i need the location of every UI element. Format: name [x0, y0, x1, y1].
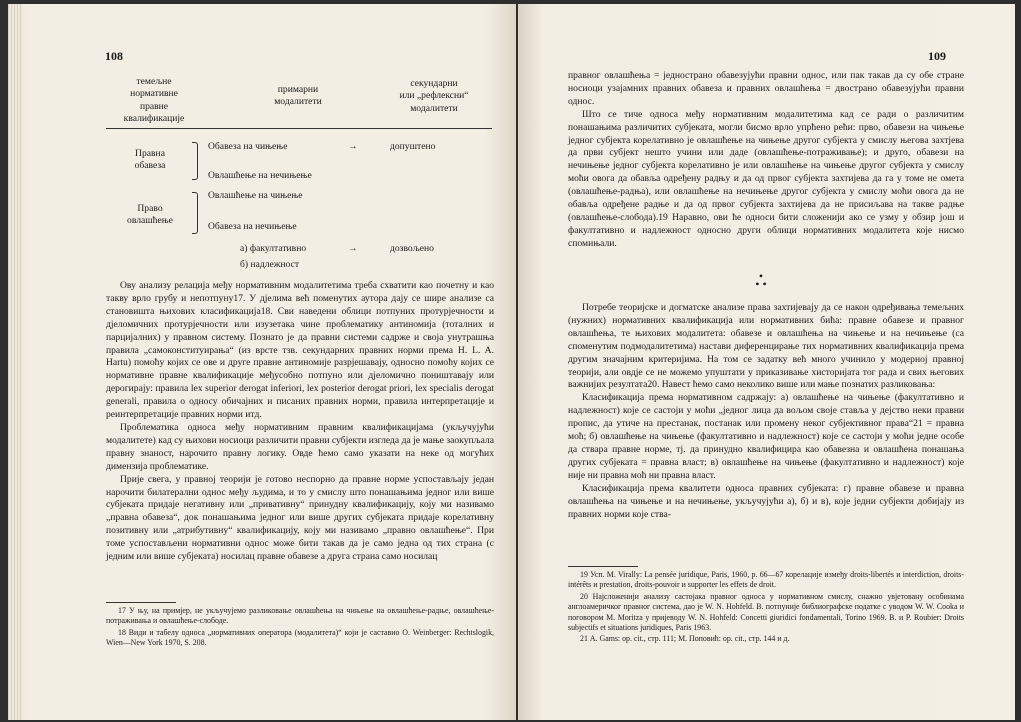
arrow-icon: → [348, 141, 358, 152]
table-header-primary: примарни модалитети [274, 84, 322, 108]
brace [192, 192, 198, 234]
table-row: Обавеза на чињење [208, 141, 288, 152]
table-rule [106, 128, 492, 129]
paragraph: Потребе теоријске и догматске анализе права захтијевају да се након одређивања темељних (нужних) нормативних квалификација или нормативних бића: правне обавезе и правног овлашћења, те њихових модалитета: обавезе и овлашћења на чињење и на нечињење (са споменутим подмодалитетима) настави диференцирање тих нормативних квалификација према другим значајним критеријима. На том се задатку већ много учинило у модерној правној теорији, али овдје се не можемо упуштати у приказивање хисторијата тог рада и свих његових важнијих резултата20. Навест ћемо само неколико више или мање познатих разликовања: [568, 302, 964, 391]
footnotes [568, 570, 964, 646]
table-row: Овлашћење на чињење [208, 190, 303, 201]
table-row: Обавеза на нечињење [208, 221, 297, 232]
right-page [518, 4, 1015, 720]
section-divider: • • • [755, 269, 767, 291]
footnote-rule [106, 602, 176, 603]
footnote: 17 У њу, на примјер, не укључујемо разликовање овлашћења на чињење на овлашћење-радње, овлашћење-потраживања и овлашћење-слободе. [106, 606, 494, 626]
table-row-result: допуштено [390, 141, 436, 152]
paragraph: правног овлашћења = једнострано обавезујући правни однос, или пак такав да су обе стране носиоци узајамних правних обавеза и правних овлашћења = двострано обавезујући правни однос. [568, 70, 964, 107]
paragraph: Класификација према нормативном садржају: а) овлашћење на чињење (факултативно и надлежност) које се састоји у моћи „једног лица да вољом своје ставља у дејство неки правни пропис, да утиче на престанак, постанак или промену неког субјективног права“21 = правна моћ; б) овлашћење на чињење (факултативно и надлежност) које се састоји у моћи једне особе да ствара правне норме, тј. да принудно квалифицира као обавезна и овлашћена понашања других субјеката = правна власт; в) овлашћење на чињење (факултативно и надлежност) које није ни правна моћ ни правна власт. [568, 392, 964, 481]
table-row: б) надлежност [240, 259, 300, 270]
body-text [568, 70, 964, 251]
body-text [106, 280, 494, 564]
table-header-fundamental: темељне нормативне правне квалификације [123, 76, 185, 125]
table-header-secondary: секундарни или „рефлексни“ модалитети [399, 78, 469, 114]
paragraph: Ову анализу релација међу нормативним модалитетима треба схватити као почетну и као такву врло грубу и непотпуну17. У дјелима већ поменутих аутора дају се шире анализе са становишта њихових класификација18. Сви наведени облици потпуних протурјечности и дјеломичних протурјечности или изузетака чине проблематику антиномија (тоталних и парцијалних) у правном систему. Познато је да правни системи садрже и своја унутрашња правила „самоконституирања“ (из врсте тзв. секундарних правних норми према H. L. A. Hartu) помоћу којих се ове и друге правне антиномије разрјешавају, односно помоћу којих се нормативне правне квалификације међусобно потпуно или дјеломично поништавају или дерогирају: правила lex superior derogat inferiori, lex posterior derogat priori, lex specialis derogat generali, правила о односу обичајних и писаних правних норми, правила интерпретације и реинтерпретације правних норми итд. [106, 280, 494, 421]
paragraph: Проблематика односа међу нормативним правним квалификацијама (укључујући модалитете) кад су њихови носиоци различити правни субјекти изгледа да је мање заокупљала правну знаност, нарочито правну логику. Овде ћемо само указати на неке од могућих димензија проблематике. [106, 421, 494, 472]
footnote: 20 Најсложенији анализу састојака правног односа у нормативном смислу, снажно увјетовану особинама англоамеричког правног система, дао је W. N. Hohfeld. В. потпуније библиографске податке с уводом W. W. Cooka и поговором M. Moritza у пријеводу W. N. Hohfeld: Concetti giuridici fondamentali, Torino 1969. В. и P. Roubier: Droits subjectifs et situations juridiques, Paris 1963. [568, 591, 964, 633]
footnote: 19 Усп. M. Virally: La pensée juridique, Paris, 1960, p. 66—67 корелације између droits-libertés и interdiction, droits-intérêts и prestation, droits-pouvoir и supporter les effets de droit. [568, 570, 964, 590]
brace [192, 142, 198, 180]
group-label-obligation: Правна обавеза [134, 148, 166, 172]
footnote-rule [568, 566, 638, 567]
table-row: а) факултативно [240, 243, 307, 254]
table-row: Овлашћење на нечињење [208, 170, 312, 181]
arrow-icon: → [348, 243, 358, 254]
page-number: 109 [928, 49, 946, 63]
paragraph: Што се тиче односа међу нормативним модалитетима кад се ради о различитим понашањима различитих субјеката, могли бисмо врло упрћено рећи: прво, обавези на чињење једног субјекта корелативно је овлашћење на чињење другог субјекта у смислу његова захтјева да први субјект нешто учини или даде (овлашћење-потраживање); и друго, обавези на нечињење једног субјекта корелативно је или овлашћење на чињење другог субјекта у смислу моћи овога да обавља одређену радњу и да од првог субјекта захтијева да га у томе не омета (овлашћење-радња), или овлашћење на нечињење другог субјекта у смислу моћи овога да не обавља одређене радње и да од првог субјекта захтијева да не присиљава на такве радње (овлашћење-слобода).19 Наравно, ови ће односи бити сложенији ако се узму у обзир још и факултативно и надлежност односно други облици нормативних модалитета које нисмо спомињали. [568, 108, 964, 249]
group-label-right: Право овлашћење [127, 203, 173, 227]
paragraph: Класификација према квалитети односа правних субјеката: г) правне обавезе и правна овлашћења на чињење и на нечињење, укључујући а), б) и в), које једни субјекти добијају из правних норми које ства- [568, 482, 964, 520]
footnotes [106, 606, 494, 650]
paragraph: Прије свега, у правној теорији је готово неспорно да правне норме успостављају један нарочити билатерални однос међу људима, и то у смислу што понашањима једног или више субјеката придаје негативну или „привативну“ принудну квалификацију, коју ми називамо „правна обавеза“, док понашањима једног или више других субјеката придаје корелативну позитивну или „атрибутивну“ квалификацију, коју ми називамо „правно овлашћење“. При томе успостављени нормативни однос може бити такав да је само једна од тих страна (с једним или више субјеката) носилац правне обавезе а друга страна само носилац [106, 473, 494, 563]
table-row-result: дозвољено [390, 243, 434, 254]
footnote: 21 А. Gams: op. cit., стр. 111; М. Поповић: op. cit., стр. 144 и д. [580, 634, 790, 644]
page-edges [8, 4, 22, 720]
page-number: 108 [105, 49, 123, 63]
body-text [568, 302, 964, 521]
left-page [8, 4, 516, 720]
footnote: 18 Види и табелу односа „нормативних оператора (модалитета)“ који је саставио О. Weinberger: Rechtslogik, Wien—New York 1970, S. 208. [106, 627, 494, 648]
